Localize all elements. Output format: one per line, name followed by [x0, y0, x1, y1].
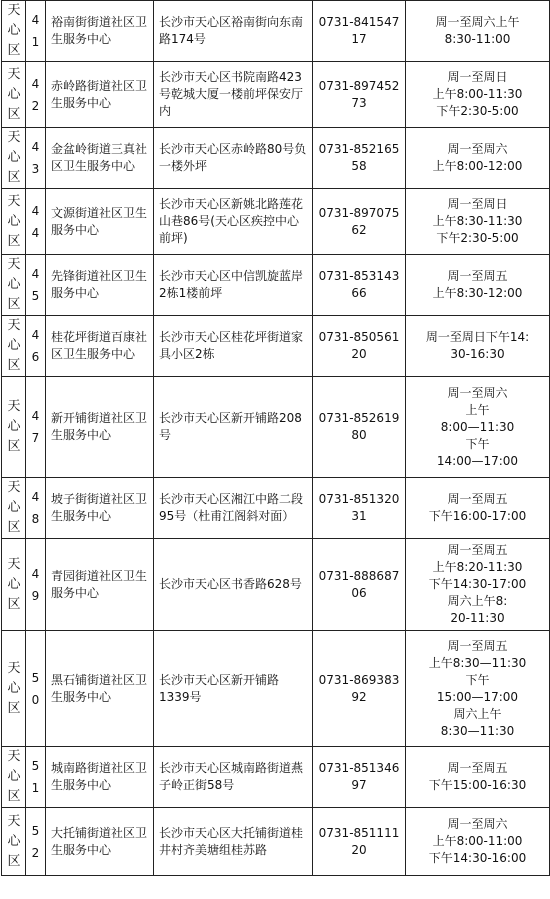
number-cell: 48 [26, 478, 46, 539]
center-name-cell: 坡子街街道社区卫生服务中心 [46, 478, 154, 539]
phone-cell: 0731-86938392 [313, 631, 406, 747]
number-cell: 43 [26, 128, 46, 189]
center-name-cell: 青园街道社区卫生服务中心 [46, 539, 154, 631]
phone-cell: 0731-85216558 [313, 128, 406, 189]
phone-cell: 0731-85134697 [313, 747, 406, 808]
number-cell: 52 [26, 808, 46, 876]
phone-cell: 0731-85056120 [313, 316, 406, 377]
district-cell: 天心区 [2, 747, 26, 808]
address-cell: 长沙市天心区大托铺街道桂井村齐美塘组桂苏路 [154, 808, 313, 876]
table-row [2, 478, 550, 539]
center-name-cell: 文源街道社区卫生服务中心 [46, 189, 154, 255]
phone-cell: 0731-89745273 [313, 62, 406, 128]
hours-cell: 周一至周五 下午16:00-17:00 [406, 478, 550, 539]
center-name-cell: 赤岭路街道社区卫生服务中心 [46, 62, 154, 128]
number-cell: 50 [26, 631, 46, 747]
address-cell: 长沙市天心区书院南路423号乾城大厦一楼前坪保安厅内 [154, 62, 313, 128]
phone-cell: 0731-88868706 [313, 539, 406, 631]
table-row [2, 255, 550, 316]
clinic-table-body [2, 1, 550, 876]
district-cell: 天心区 [2, 377, 26, 478]
number-cell: 47 [26, 377, 46, 478]
phone-cell: 0731-84154717 [313, 1, 406, 62]
address-cell: 长沙市天心区湘江中路二段95号（杜甫江阁斜对面） [154, 478, 313, 539]
hours-cell: 周一至周日 上午8:00-11:30 下午2:30-5:00 [406, 62, 550, 128]
hours-cell: 周一至周五 上午8:30—11:30 下午 15:00—17:00 周六上午 8:30—11:30 [406, 631, 550, 747]
table-row [2, 631, 550, 747]
table-row [2, 377, 550, 478]
district-cell: 天心区 [2, 189, 26, 255]
district-cell: 天心区 [2, 631, 26, 747]
center-name-cell: 裕南街街道社区卫生服务中心 [46, 1, 154, 62]
hours-cell: 周一至周五 上午8:20-11:30 下午14:30-17:00 周六上午8: 20-11:30 [406, 539, 550, 631]
table-row [2, 539, 550, 631]
district-cell: 天心区 [2, 808, 26, 876]
address-cell: 长沙市天心区城南路街道燕子岭正街58号 [154, 747, 313, 808]
clinic-table [1, 0, 550, 876]
phone-cell: 0731-85314366 [313, 255, 406, 316]
hours-cell: 周一至周日下午14: 30-16:30 [406, 316, 550, 377]
hours-cell: 周一至周日 上午8:30-11:30 下午2:30-5:00 [406, 189, 550, 255]
district-cell: 天心区 [2, 1, 26, 62]
center-name-cell: 新开铺街道社区卫生服务中心 [46, 377, 154, 478]
table-row [2, 1, 550, 62]
table-row [2, 316, 550, 377]
address-cell: 长沙市天心区书香路628号 [154, 539, 313, 631]
district-cell: 天心区 [2, 316, 26, 377]
table-row [2, 189, 550, 255]
hours-cell: 周一至周五 下午15:00-16:30 [406, 747, 550, 808]
number-cell: 41 [26, 1, 46, 62]
district-cell: 天心区 [2, 255, 26, 316]
address-cell: 长沙市天心区新开铺路1339号 [154, 631, 313, 747]
number-cell: 44 [26, 189, 46, 255]
address-cell: 长沙市天心区赤岭路80号负一楼外坪 [154, 128, 313, 189]
table-row [2, 808, 550, 876]
address-cell: 长沙市天心区中信凯旋蓝岸2栋1楼前坪 [154, 255, 313, 316]
center-name-cell: 金盆岭街道三真社区卫生服务中心 [46, 128, 154, 189]
district-cell: 天心区 [2, 128, 26, 189]
number-cell: 46 [26, 316, 46, 377]
hours-cell: 周一至周六上午 8:30-11:00 [406, 1, 550, 62]
phone-cell: 0731-85261980 [313, 377, 406, 478]
center-name-cell: 黑石铺街道社区卫生服务中心 [46, 631, 154, 747]
table-row [2, 747, 550, 808]
center-name-cell: 城南路街道社区卫生服务中心 [46, 747, 154, 808]
hours-cell: 周一至周六 上午8:00-11:00 下午14:30-16:00 [406, 808, 550, 876]
hours-cell: 周一至周六 上午 8:00—11:30 下午 14:00—17:00 [406, 377, 550, 478]
number-cell: 49 [26, 539, 46, 631]
center-name-cell: 先锋街道社区卫生服务中心 [46, 255, 154, 316]
table-row [2, 128, 550, 189]
center-name-cell: 大托铺街道社区卫生服务中心 [46, 808, 154, 876]
hours-cell: 周一至周五 上午8:30-12:00 [406, 255, 550, 316]
number-cell: 51 [26, 747, 46, 808]
address-cell: 长沙市天心区新开铺路208号 [154, 377, 313, 478]
phone-cell: 0731-85111120 [313, 808, 406, 876]
address-cell: 长沙市天心区桂花坪街道家具小区2栋 [154, 316, 313, 377]
district-cell: 天心区 [2, 62, 26, 128]
phone-cell: 0731-89707562 [313, 189, 406, 255]
hours-cell: 周一至周六 上午8:00-12:00 [406, 128, 550, 189]
address-cell: 长沙市天心区新姚北路莲花山巷86号(天心区疾控中心前坪) [154, 189, 313, 255]
table-row [2, 62, 550, 128]
number-cell: 45 [26, 255, 46, 316]
district-cell: 天心区 [2, 478, 26, 539]
number-cell: 42 [26, 62, 46, 128]
phone-cell: 0731-85132031 [313, 478, 406, 539]
address-cell: 长沙市天心区裕南街向东南路174号 [154, 1, 313, 62]
district-cell: 天心区 [2, 539, 26, 631]
center-name-cell: 桂花坪街道百康社区卫生服务中心 [46, 316, 154, 377]
